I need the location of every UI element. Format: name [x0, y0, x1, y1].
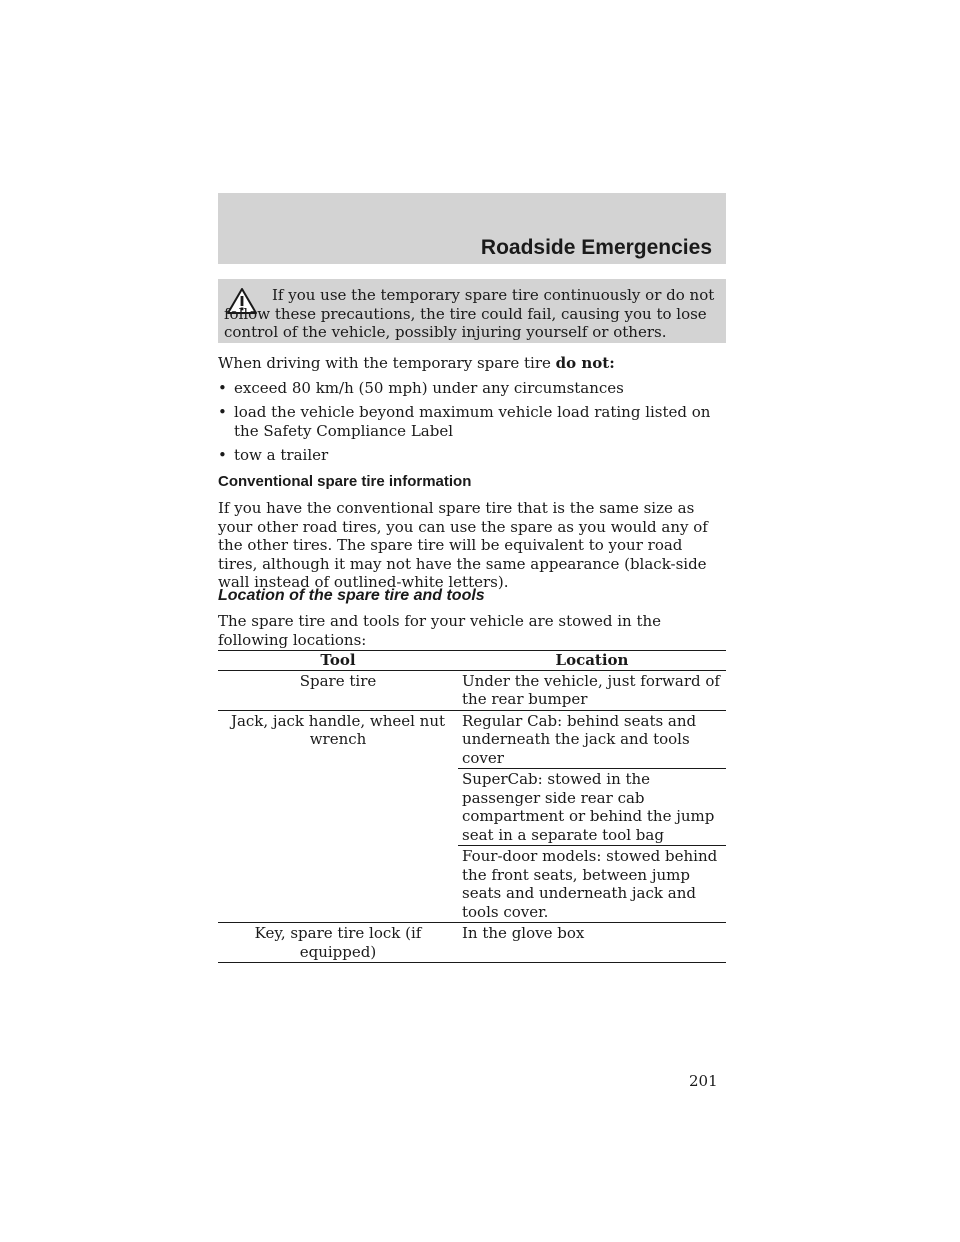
conventional-heading: Conventional spare tire information [218, 473, 472, 490]
bullet-icon: • [218, 379, 227, 397]
list-item [218, 446, 726, 465]
bullet-icon: • [218, 446, 227, 464]
table-cell-location: Under the vehicle, just forward of the rear bumper [458, 670, 726, 710]
intro-paragraph [218, 354, 726, 373]
page-number: 201 [689, 1072, 718, 1090]
table-header-row [218, 651, 726, 671]
table-row [218, 923, 726, 963]
table-cell-tool: Key, spare tire lock (if equipped) [218, 923, 458, 963]
header-band [218, 193, 726, 264]
warning-text: If you use the temporary spare tire continuously or do not follow these precautions, the tire could fail, causing you to lose control of the vehicle, possibly injuring yourself or others. [224, 286, 715, 341]
intro-lead: When driving with the temporary spare tire [218, 354, 556, 372]
table-cell-tool: Jack, jack handle, wheel nut wrench [218, 710, 458, 923]
tool-location-table [218, 650, 726, 963]
table-header-location: Location [458, 651, 726, 671]
list-item [218, 403, 726, 440]
page-header-title: Roadside Emergencies [480, 236, 712, 259]
location-heading: Location of the spare tire and tools [218, 587, 485, 604]
table-cell-location: Four-door models: stowed behind the front seats, between jump seats and underneath jack and tools cover. [458, 846, 726, 923]
location-paragraph: The spare tire and tools for your vehicle are stowed in the following locations: [218, 612, 662, 649]
table-cell-location: In the glove box [458, 923, 726, 963]
list-item [218, 379, 726, 398]
table-cell-tool: Spare tire [218, 670, 458, 710]
conventional-paragraph: If you have the conventional spare tire that is the same size as your other road tires, you can use the spare as you would any of the other tires. The spare tire will be equivalent to your road tires, although it may not have the same appearance (black-side wall instead of outlined-white letters). [218, 499, 708, 591]
bullet-icon: • [218, 403, 227, 421]
table-row [218, 710, 726, 769]
warning-box [218, 279, 726, 343]
table-cell-location: SuperCab: stowed in the passenger side rear cab compartment or behind the jump seat in a separate tool bag [458, 769, 726, 846]
table-header-tool: Tool [218, 651, 458, 671]
list-item-text: exceed 80 km/h (50 mph) under any circumstances [234, 379, 624, 397]
intro-bold: do not: [555, 354, 615, 372]
list-item-text: tow a trailer [234, 446, 329, 464]
table-cell-location: Regular Cab: behind seats and underneath the jack and tools cover [458, 710, 726, 769]
table-row [218, 670, 726, 710]
list-item-text: load the vehicle beyond maximum vehicle load rating listed on the Safety Compliance Label [234, 403, 711, 440]
